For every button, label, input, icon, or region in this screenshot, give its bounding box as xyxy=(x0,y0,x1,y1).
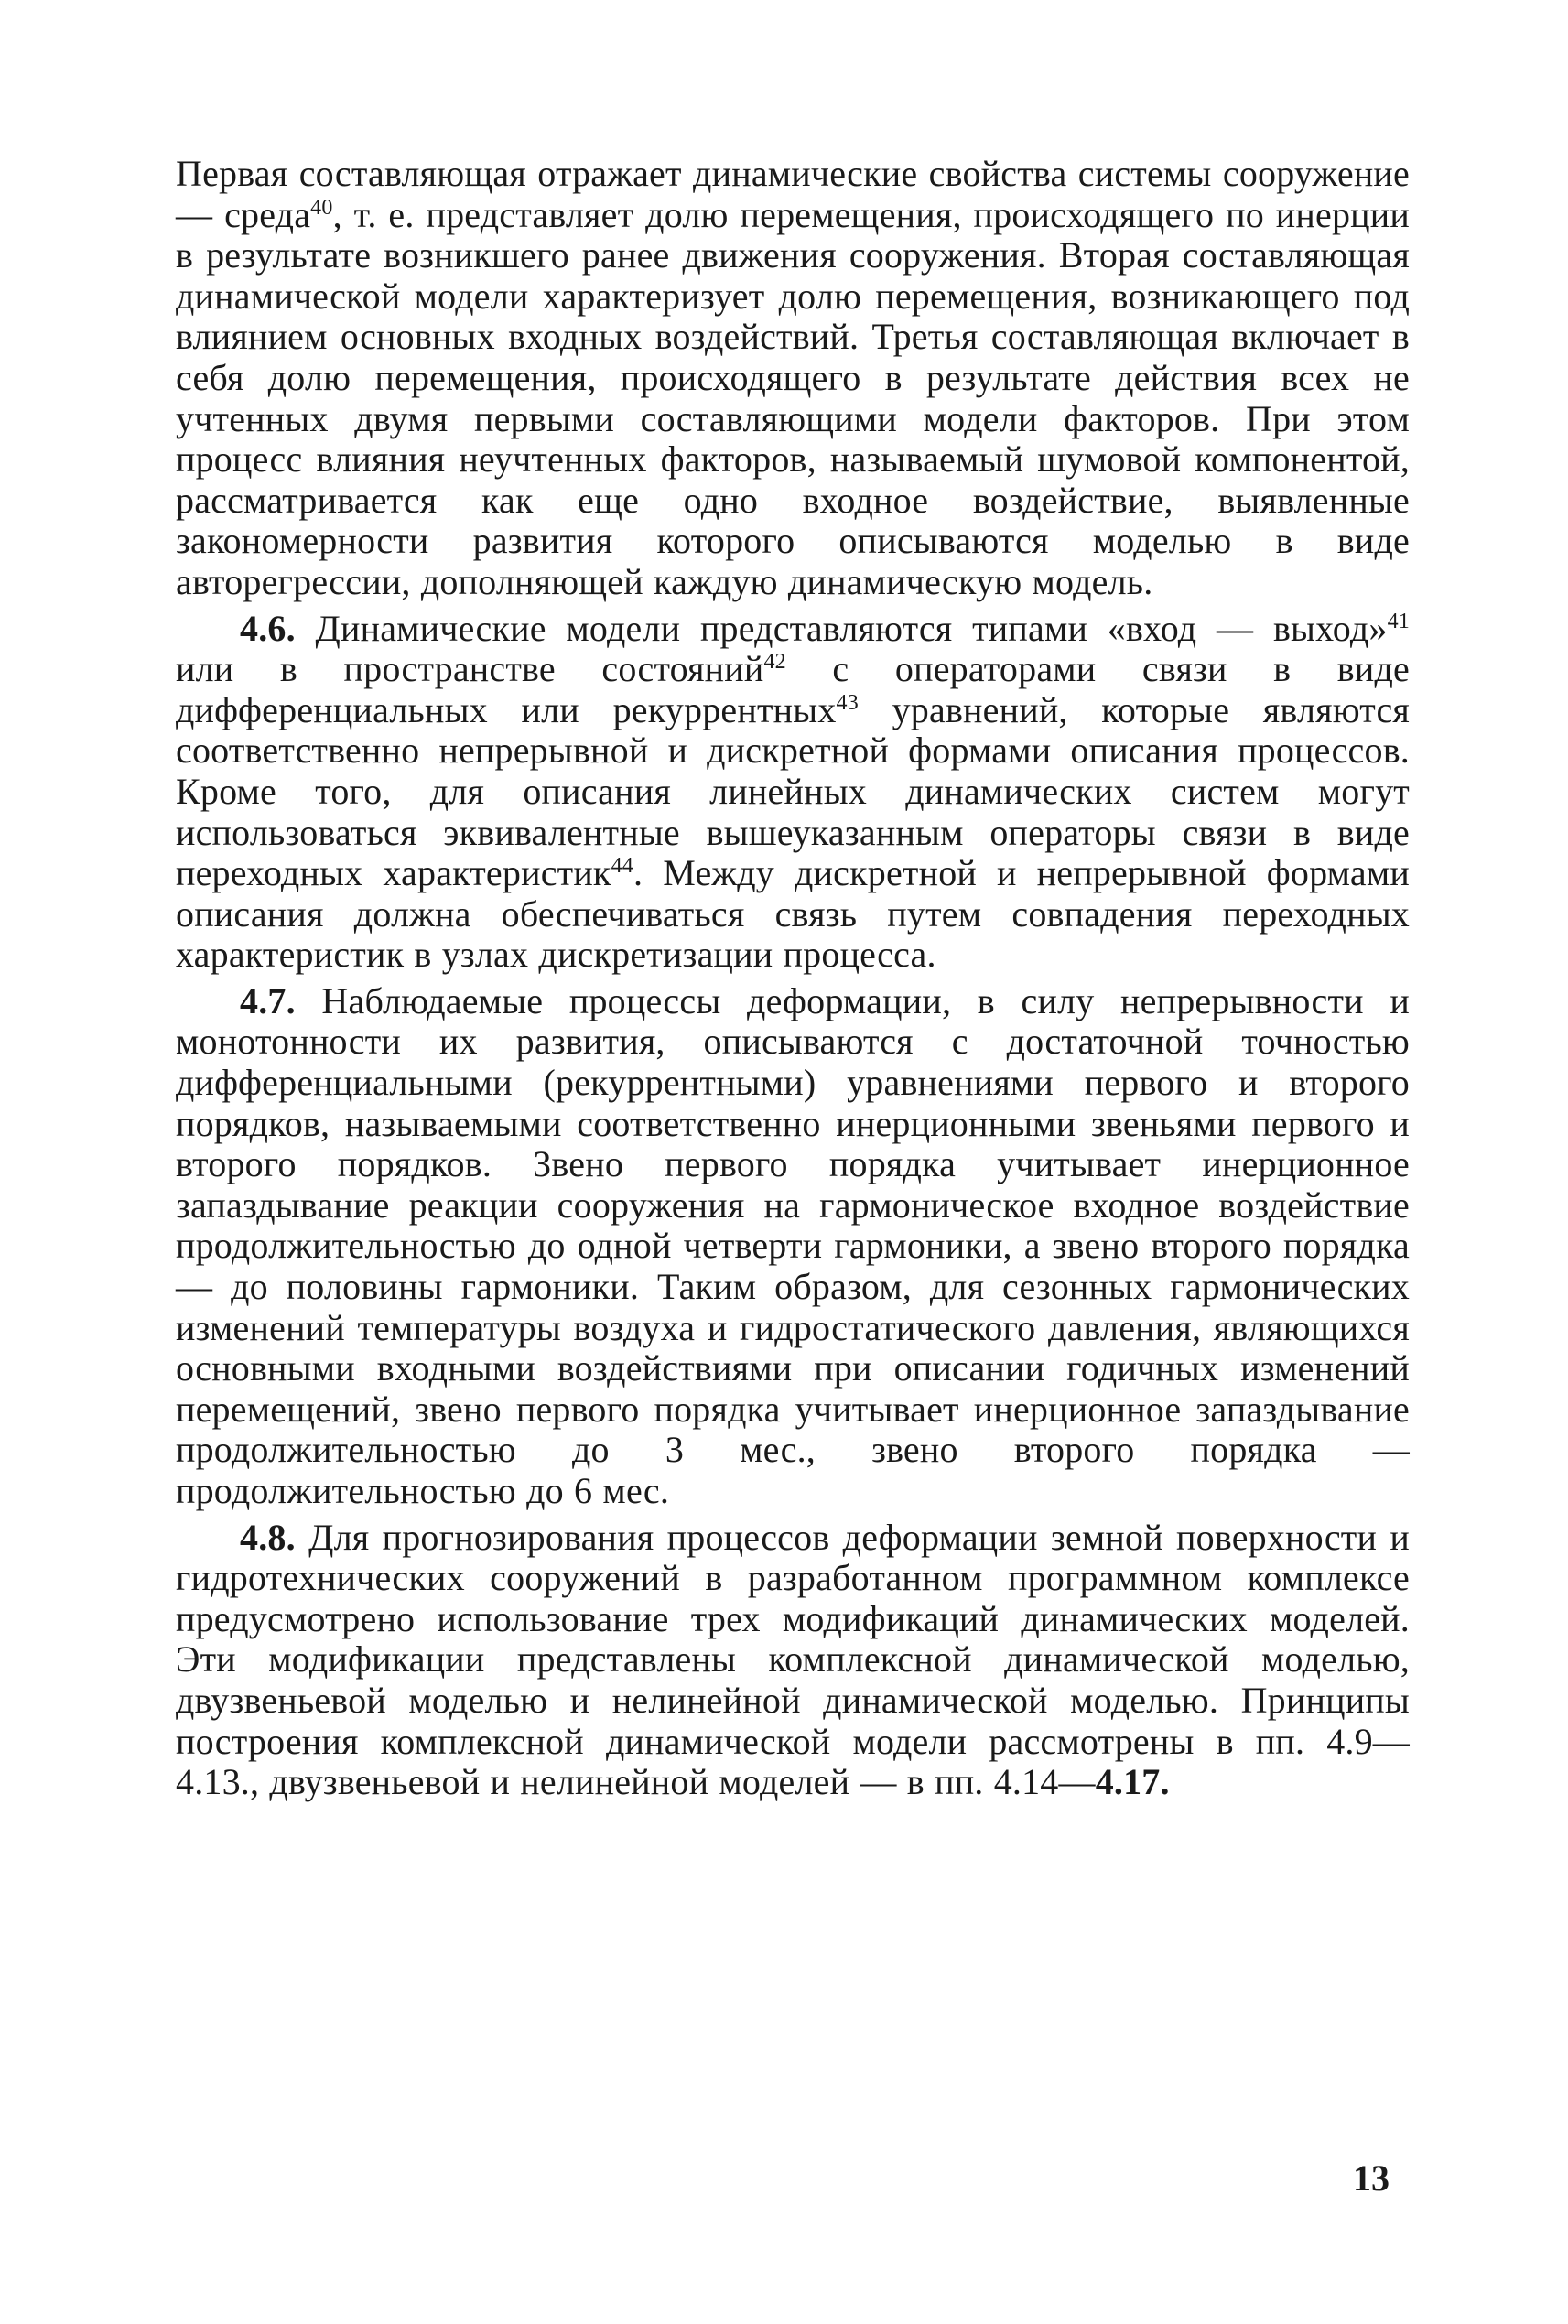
paragraph-4-8 xyxy=(176,1518,1410,1803)
paragraph-number: 4.7. xyxy=(240,979,296,1021)
paragraph-text: . Между дискретной и непрерывной формами описания должна обеспечиваться связь путем совпадения переходных характеристик в узлах дискретизации процесса. xyxy=(176,852,1410,976)
paragraph-text: с операторами связи в виде дифференциальных или рекуррентных xyxy=(176,648,1410,730)
section-reference: 4.17. xyxy=(1095,1761,1170,1803)
paragraph-text: Первая составляющая отражает динамические свойства системы сооружение — среда xyxy=(176,153,1410,235)
footnote-marker: 43 xyxy=(836,690,859,715)
footnote-marker: 42 xyxy=(763,650,786,675)
paragraph-intro xyxy=(176,154,1410,603)
paragraph-4-6 xyxy=(176,609,1410,976)
paragraph-text: , т. е. представляет долю перемещения, происходящего по инерции в результате возникшего ранее движения сооружения. Вторая составляющая динамической модели характеризует долю перемещения, возникающего под влиянием основных входных воздействий. Третья составляющая включает в себя долю перемещения, происходящего в результате действия всех не учтенных двумя первыми составляющими модели факторов. При этом процесс влияния неучтенных факторов, называемый шумовой компонентой, рассматривается как еще одно входное воздействие, выявленные закономерности развития которого описываются моделью в виде авторегрессии, дополняющей каждую динамическую модель. xyxy=(176,193,1410,602)
footnote-marker: 40 xyxy=(310,195,333,220)
paragraph-4-7 xyxy=(176,981,1410,1512)
footnote-marker: 41 xyxy=(1387,609,1410,633)
footnote-marker: 44 xyxy=(611,854,633,879)
page-text xyxy=(176,154,1410,1803)
paragraph-text: или в пространстве состояний xyxy=(176,648,764,690)
paragraph-text: Для прогнозирования процессов деформации земной поверхности и гидротехнических сооружений в разработанном программном комплексе предусмотрено использование трех модификаций динамических моделей. Эти модификации представлены комплексной динамической моделью, двузвеньевой моделью и нелинейной динамической моделью. Принципы построения комплексной динамической модели рассмотрены в пп. 4.9—4.13., двузвеньевой и нелинейной моделей — в пп. 4.14— xyxy=(176,1516,1410,1803)
page-number: 13 xyxy=(1353,2157,1390,2199)
paragraph-text: Наблюдаемые процессы деформации, в силу непрерывности и монотонности их развития, описываются с достаточной точностью дифференциальными (рекуррентными) уравнениями первого и второго порядков, называемыми соответственно инерционными звеньями первого и второго порядков. Звено первого порядка учитывает инерционное запаздывание реакции сооружения на гармоническое входное воздействие продолжительностью до одной четверти гармоники, а звено второго порядка — до половины гармоники. Таким образом, для сезонных гармонических изменений температуры воздуха и гидростатического давления, являющихся основными входными воздействиями при описании годичных изменений перемещений, звено первого порядка учитывает инерционное запаздывание продолжительностью до 3 мес., звено второго порядка — продолжительностью до 6 мес. xyxy=(176,979,1410,1511)
paragraph-text: уравнений, которые являются соответственно непрерывной и дискретной формами описания процессов. Кроме того, для описания линейных динамических систем могут использоваться эквивалентные вышеуказанным операторы связи в виде переходных характеристик xyxy=(176,688,1411,894)
paragraph-text: Динамические модели представляются типами «вход — выход» xyxy=(295,607,1388,649)
paragraph-number: 4.8. xyxy=(240,1516,296,1558)
paragraph-number: 4.6. xyxy=(240,607,296,649)
